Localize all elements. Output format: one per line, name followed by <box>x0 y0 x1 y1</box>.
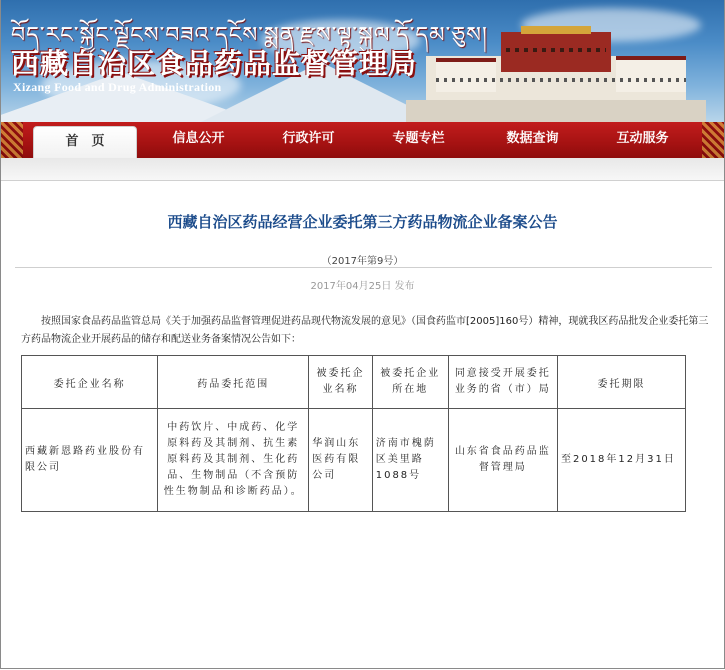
table-cell-entrusting-company: 西藏新恩路药业股份有限公司 <box>22 409 158 512</box>
table-header-cell: 被委托企业名称 <box>309 356 372 409</box>
main-nav <box>1 122 724 158</box>
nav-info-disclosure[interactable]: 信息公开 <box>172 131 225 146</box>
document-number: （2017年第9号） <box>321 256 404 267</box>
article-title: 西藏自治区药品经营企业委托第三方药品物流企业备案公告 <box>167 213 558 231</box>
table-header-cell: 委托期限 <box>557 356 685 409</box>
table-cell-term: 至2018年12月31日 <box>557 409 685 512</box>
nav-special-topics[interactable]: 专题专栏 <box>392 131 445 146</box>
nav-admin-license[interactable]: 行政许可 <box>282 131 335 146</box>
nav-data-query[interactable]: 数据查询 <box>506 131 559 146</box>
table-cell-scope: 中药饮片、中成药、化学原料药及其制剂、抗生素原料药及其制剂、生化药品、生物制品（不含预防性生物制品和诊断药品）。 <box>158 409 309 512</box>
article-body: 按照国家食品药品监管总局《关于加强药品监督管理促进药品现代物流发展的意见》（国食药监市[2005]160号）精神，现就我区药品批发企业委托第三方药品物流企业开展药品的储存和配送业务备案情况公告如下： <box>21 316 709 345</box>
table-header-cell: 药品委托范围 <box>158 356 309 409</box>
filing-table <box>21 355 686 512</box>
table-cell-entrusted-company: 华润山东医药有限公司 <box>309 409 372 512</box>
table-header-cell: 委托企业名称 <box>22 356 158 409</box>
nav-home[interactable]: 首 页 <box>33 126 137 158</box>
table-header-cell: 被委托企业所在地 <box>372 356 448 409</box>
site-banner <box>1 0 724 122</box>
nav-ornament-right <box>702 122 724 158</box>
table-header-cell: 同意接受开展委托业务的省（市）局 <box>448 356 557 409</box>
tibetan-site-title: བོད་རང་སྐྱོང་ལྗོངས་བཟའ་དངོས་སྨན་རྫས་ལྟ་སྐུལ་དོ་དམ་ཅུས། <box>11 23 488 48</box>
nav-ornament-left <box>1 122 23 158</box>
table-row <box>22 409 686 512</box>
table-cell-entrusted-location: 济南市槐荫区美里路1088号 <box>372 409 448 512</box>
title-divider <box>15 267 712 268</box>
table-header-row <box>22 356 686 409</box>
site-subtitle: Xizang Food and Drug Administration <box>13 80 222 94</box>
nav-sub-bar <box>1 158 724 181</box>
nav-interactive-service[interactable]: 互动服务 <box>616 131 669 146</box>
table-cell-approving-bureau: 山东省食品药品监督管理局 <box>448 409 557 512</box>
publish-date: 2017年04月25日 发布 <box>310 281 415 292</box>
site-title: 西藏自治区食品药品监督管理局 <box>11 47 418 80</box>
